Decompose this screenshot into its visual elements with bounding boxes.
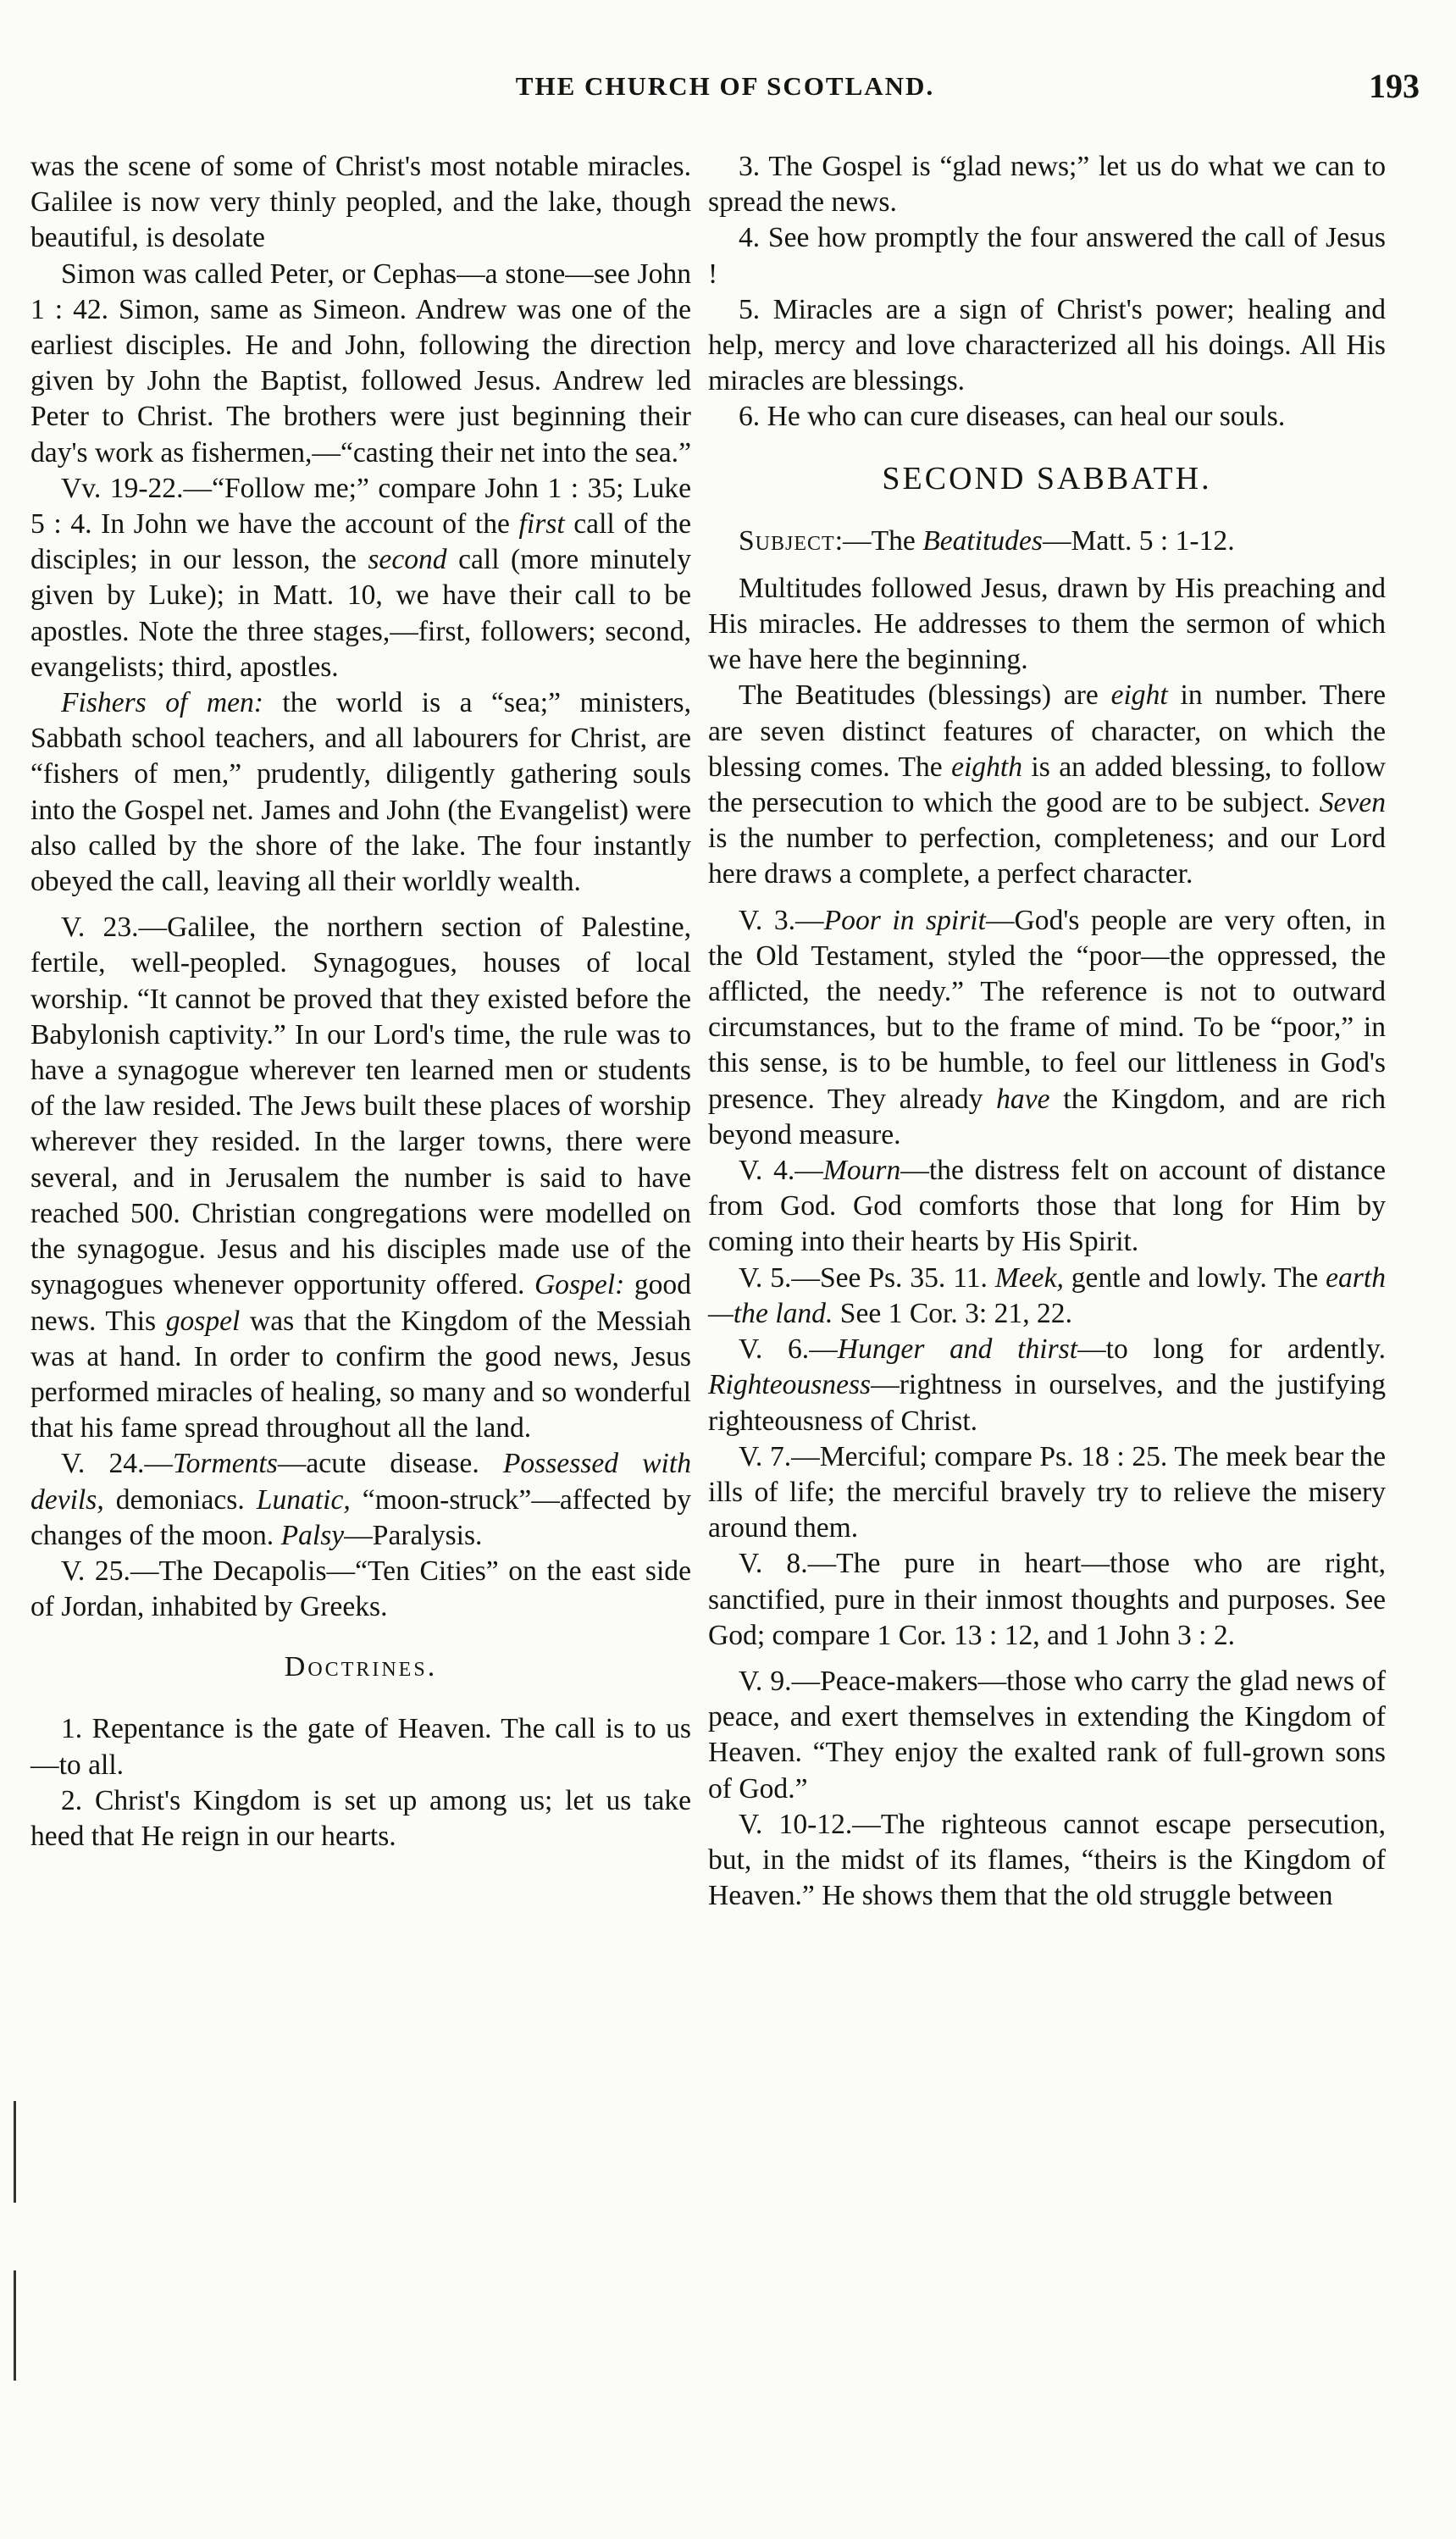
right-column bbox=[708, 149, 1386, 1914]
paragraph: V. 25.—The Decapolis—“Ten Cities” on the east side of Jordan, inhabited by Greeks. bbox=[30, 1555, 691, 1623]
paragraph: Fishers of men: the world is a “sea;” ministers, Sabbath school teachers, and all labourers for Christ, are “fishers of men,” prudently, diligently gathering souls into the Gospel net. James and John (the Evangelist) were also called by the shore of the lake. The four instantly obeyed the call, leaving all their worldly wealth. bbox=[30, 687, 691, 898]
paragraph: V. 4.—Mourn—the distress felt on account of distance from God. God comforts those that long for Him by coming into their hearts by His Spirit. bbox=[708, 1155, 1386, 1258]
doctrine-item: 6. He who can cure diseases, can heal our souls. bbox=[739, 401, 1286, 433]
page-header bbox=[30, 67, 1420, 122]
paragraph: The Beatitudes (blessings) are eight in number. There are seven distinct features of character, on which the blessing comes. The eighth is an added blessing, to follow the persecution to which the good are to be subject. Seven is the number to perfection, completeness; and our Lord here draws a complete, a perfect character. bbox=[708, 679, 1386, 890]
paragraph: V. 24.—Torments—acute disease. Possessed with devils, demoniacs. Lunatic, “moon-struck”—affected by changes of the moon. Palsy—Paralysis. bbox=[30, 1448, 692, 1551]
page-number: 193 bbox=[1369, 67, 1420, 105]
paragraph: V. 10-12.—The righteous cannot escape persecution, but, in the midst of its flames, “theirs is the Kingdom of Heaven.” He shows them that the old struggle between bbox=[708, 1808, 1386, 1912]
doctrine-item: 2. Christ's Kingdom is set up among us; let us take heed that He reign in our hearts. bbox=[30, 1784, 691, 1852]
section-heading: Doctrines. bbox=[284, 1651, 438, 1683]
paragraph: Vv. 19-22.—“Follow me;” compare John 1 : 35; Luke 5 : 4. In John we have the account of the first call of the disciples; in our lesson, the second call (more minutely given by Luke); in Matt. 10, we have their call to be apostles. Note the three stages,—first, followers; second, evangelists; third, apostles. bbox=[30, 472, 691, 683]
paragraph: V. 5.—See Ps. 35. 11. Meek, gentle and lowly. The earth—the land. See 1 Cor. 3: 21, 22. bbox=[708, 1261, 1386, 1329]
running-title: THE CHURCH OF SCOTLAND. bbox=[515, 71, 935, 101]
paragraph: V. 8.—The pure in heart—those who are right, sanctified, pure in their inmost thoughts and purposes. See God; compare 1 Cor. 13 : 12, and 1 John 3 : 2. bbox=[708, 1548, 1386, 1651]
paragraph: was the scene of some of Christ's most notable miracles. Galilee is now very thinly peopled, and the lake, though beautiful, is desolate bbox=[30, 151, 691, 254]
paragraph: V. 23.—Galilee, the northern section of Palestine, fertile, well-peopled. Synagogues, houses of local worship. “It cannot be proved that they existed before the Babylonish captivity.” In our Lord's time, the rule was to have a synagogue wherever ten learned men or students of the law resided. The Jews built these places of worship wherever they resided. In the larger towns, there were several, and in Jerusalem the number is said to have reached 500. Christian congregations were modelled on the synagogue. Jesus and his disciples made use of the synagogues whenever opportunity offered. Gospel: good news. This gospel was that the Kingdom of the Messiah was at hand. In order to confirm the good news, Jesus performed miracles of healing, so many and so wonderful that his fame spread throughout all the land. bbox=[30, 912, 691, 1444]
paragraph: Multitudes followed Jesus, drawn by His preaching and His miracles. He addresses to them the sermon of which we have here the beginning. bbox=[708, 572, 1386, 676]
doctrine-item: 5. Miracles are a sign of Christ's power; healing and help, mercy and love characterized all his doings. All His miracles are blessings. bbox=[708, 293, 1386, 397]
paragraph: V. 6.—Hunger and thirst—to long for ardently. Righteousness—rightness in ourselves, and the justifying righteousness of Christ. bbox=[708, 1333, 1386, 1437]
left-column bbox=[30, 149, 691, 1854]
section-heading: SECOND SABBATH. bbox=[882, 460, 1212, 496]
subject-line: Subject:—The Beatitudes—Matt. 5 : 1-12. bbox=[739, 524, 1235, 557]
margin-rule bbox=[14, 2101, 16, 2203]
paragraph: Simon was called Peter, or Cephas—a stone—see John 1 : 42. Simon, same as Simeon. Andrew was one of the earliest disciples. He and John, following the direction given by John the Baptist, followed Jesus. Andrew led Peter to Christ. The brothers were just beginning their day's work as fishermen,—“casting their net into the sea.” bbox=[30, 258, 691, 468]
doctrine-item: 3. The Gospel is “glad news;” let us do what we can to spread the news. bbox=[708, 151, 1386, 219]
paragraph: V. 7.—Merciful; compare Ps. 18 : 25. The meek bear the ills of life; the merciful bravely try to relieve the misery around them. bbox=[708, 1440, 1386, 1544]
doctrine-item: 1. Repentance is the gate of Heaven. The call is to us—to all. bbox=[30, 1713, 691, 1781]
margin-rule bbox=[14, 2270, 16, 2381]
doctrine-item: 4. See how promptly the four answered the call of Jesus ! bbox=[708, 222, 1386, 290]
paragraph: V. 9.—Peace-makers—those who carry the glad news of peace, and exert themselves in extending the Kingdom of Heaven. “They enjoy the exalted rank of full-grown sons of God.” bbox=[708, 1665, 1386, 1804]
paragraph: V. 3.—Poor in spirit—God's people are very often, in the Old Testament, styled the “poor—the oppressed, the afflicted, the needy.” The reference is not to outward circumstances, but to the frame of mind. To be “poor,” in this sense, is to be humble, to feel our littleness in God's presence. They already have the Kingdom, and are rich beyond measure. bbox=[708, 904, 1386, 1150]
